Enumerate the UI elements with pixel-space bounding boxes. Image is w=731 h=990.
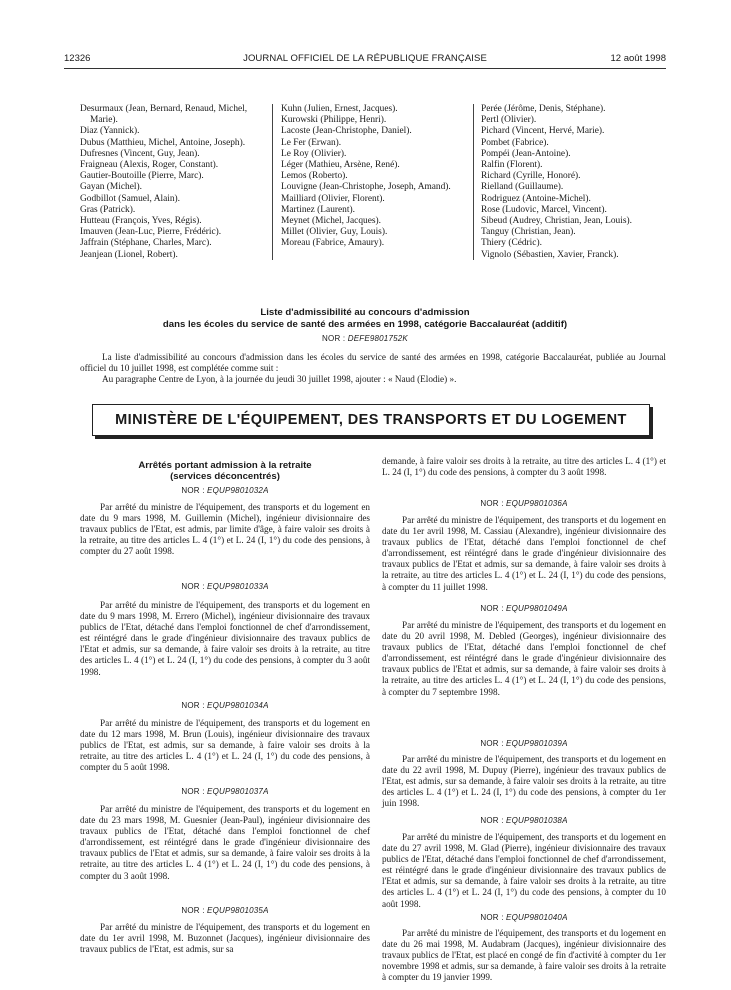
- name-entry: Vignolo (Sébastien, Xavier, Franck).: [481, 249, 619, 260]
- name-entry: Martinez (Laurent).: [281, 204, 355, 215]
- name-entry: Kurowski (Philippe, Henri).: [281, 115, 387, 126]
- name-entry: Lacoste (Jean-Christophe, Daniel).: [281, 126, 412, 137]
- arrete-text: Par arrêté du ministre de l'équipement, des transports et du logement en date du 20 avril 1998, M. Debled (Georges), ingénieur divisionnaire des travaux publics de l'Etat, détaché dans l'emploi fonctionnel de chef d'arrondissement, est réintégré dans le grade d'ingénieur divisionnaire des travaux publics de l'Etat et admis, sur sa demande, à faire valoir ses droits à la retraite, au titre des articles L. 4 (1°) et L. 24 (I, 1°) du code des pensions, à compter du 7 septembre 1998.: [382, 620, 666, 697]
- name-entry: Le Fer (Erwan).: [281, 137, 342, 148]
- arrete-text: Par arrêté du ministre de l'équipement, des transports et du logement en date du 9 mars 1998, M. Guillemin (Michel), ingénieur divisionnaire des travaux publics de l'Etat, est admis, par limite d'âge, à faire valoir ses droits à la retraite, au titre des articles L. 4 (1°) et L. 24 (I, 1°) du code des pensions, à compter du 27 août 1998.: [80, 502, 370, 557]
- name-entry: Hutteau (François, Yves, Régis).: [80, 216, 202, 227]
- arrete-nor: NOR : EQUP9801039A: [480, 739, 568, 748]
- name-entry: Mailliard (Olivier, Florent).: [281, 193, 385, 204]
- name-entry: Gras (Patrick).: [80, 204, 136, 215]
- arrete-nor: NOR : EQUP9801035A: [181, 906, 269, 915]
- nor-code: EQUP9801040A: [506, 913, 568, 922]
- name-entry: Dufresnes (Vincent, Guy, Jean).: [80, 148, 200, 159]
- arrete-text: Par arrêté du ministre de l'équipement, des transports et du logement en date du 23 mars 1998, M. Guesnier (Jean-Paul), ingénieur divisionnaire des travaux publics de l'Etat, détaché dans l'emploi fonctionnel de chef d'arrondissement, est réintégré dans le grade d'ingénieur divisionnaire des travaux publics de l'Etat et admis, sur sa demande, à faire valoir ses droits à la retraite, au titre des articles L. 4 (1°) et L. 24 (I, 1°) du code des pensions, à compter du 3 août 1998.: [80, 804, 370, 881]
- nor-code: EQUP9801039A: [506, 739, 568, 748]
- nor-code: EQUP9801033A: [207, 582, 269, 591]
- arretes-title: [80, 460, 370, 482]
- arrete-text: Par arrêté du ministre de l'équipement, des transports et du logement en date du 1er avril 1998, M. Buzonnet (Jacques), ingénieur divisionnaire des travaux publics de l'Etat, est admis, sur sa: [80, 922, 370, 955]
- header-rule: [64, 68, 666, 69]
- arrete-nor: NOR : EQUP9801037A: [181, 787, 269, 796]
- arrete-nor: NOR : EQUP9801033A: [181, 582, 269, 591]
- arrete-nor: NOR : EQUP9801036A: [480, 499, 568, 508]
- liste-title-line-2: dans les écoles du service de santé des armées en 1998, catégorie Baccalauréat (additif): [162, 319, 568, 330]
- journal-title: JOURNAL OFFICIEL DE LA RÉPUBLIQUE FRANÇAISE: [243, 53, 487, 64]
- name-entry: Millet (Olivier, Guy, Louis).: [281, 227, 388, 238]
- name-entry: Rielland (Guillaume).: [481, 182, 564, 193]
- names-column-1: [80, 104, 266, 261]
- name-entry: Pombet (Fabrice).: [481, 137, 549, 148]
- nor-code: EQUP9801034A: [207, 701, 269, 710]
- name-entry: Rose (Ludovic, Marcel, Vincent).: [481, 204, 607, 215]
- page-header: [64, 53, 666, 67]
- ministry-title: MINISTÈRE DE L'ÉQUIPEMENT, DES TRANSPORTS ET DU LOGEMENT: [115, 412, 627, 428]
- name-entry: Gayan (Michel).: [80, 182, 142, 193]
- name-entry: Imauven (Jean-Luc, Pierre, Frédéric).: [80, 227, 222, 238]
- name-entry: Meynet (Michel, Jacques).: [281, 216, 381, 227]
- arrete-text-continuation: demande, à faire valoir ses droits à la retraite, au titre des articles L. 4 (1°) et L. 24 (I, 1°) du code des pensions, à compter du 3 août 1998.: [382, 456, 666, 478]
- names-column-3: [481, 104, 666, 261]
- name-entry: Desurmaux (Jean, Bernard, Renaud, Michel, Marie).: [80, 104, 248, 126]
- name-entry: Moreau (Fabrice, Amaury).: [281, 238, 385, 249]
- name-entry: Sibeud (Audrey, Christian, Jean, Louis).: [481, 216, 632, 227]
- name-entry: Lemos (Roberto).: [281, 171, 348, 182]
- name-entry: Pichard (Vincent, Hervé, Marie).: [481, 126, 605, 137]
- liste-nor: [100, 334, 630, 343]
- arrete-text: Par arrêté du ministre de l'équipement, des transports et du logement en date du 27 avril 1998, M. Glad (Pierre), ingénieur divisionnaire des travaux publics de l'Etat, détaché dans l'emploi fonctionnel de chef d'arrondissement, est réintégré dans le grade d'ingénieur divisionnaire des travaux publics de l'Etat et admis, sur sa demande, à faire valoir ses droits à la retraite, au titre des articles L. 4 (1°) et L. 24 (I, 1°) du code des pensions, à compter du 10 août 1998.: [382, 832, 666, 909]
- name-entry: Richard (Cyrille, Honoré).: [481, 171, 581, 182]
- nor-code: EQUP9801049A: [506, 604, 568, 613]
- page-number: 12326: [64, 53, 91, 64]
- name-entry: Jaffrain (Stéphane, Charles, Marc).: [80, 238, 212, 249]
- nor-code: EQUP9801032A: [207, 486, 269, 495]
- name-entry: Pompéi (Jean-Antoine).: [481, 148, 571, 159]
- nor-code: EQUP9801036A: [506, 499, 568, 508]
- arrete-nor: NOR : EQUP9801040A: [480, 913, 568, 922]
- name-entry: Rodriguez (Antoine-Michel).: [481, 193, 591, 204]
- arrete-text: Par arrêté du ministre de l'équipement, des transports et du logement en date du 1er avril 1998, M. Cassiau (Alexandre), ingénieur divisionnaire des travaux publics de l'Etat, détaché dans l'emploi fonctionnel de chef d'arrondissement, est réintégré dans le grade d'ingénieur divisionnaire des travaux publics de l'Etat et admis, sur sa demande, à faire valoir ses droits à la retraite, au titre des articles L. 4 (1°) et L. 24 (I, 1°) du code des pensions, à compter du 11 juillet 1998.: [382, 515, 666, 592]
- arrete-nor: NOR : EQUP9801038A: [480, 816, 568, 825]
- name-entry: Gautier-Boutoille (Pierre, Marc).: [80, 171, 204, 182]
- nor-code: EQUP9801037A: [207, 787, 269, 796]
- name-entry: Léger (Mathieu, Arsène, René).: [281, 160, 400, 171]
- arretes-title-line-2: (services déconcentrés): [170, 471, 280, 482]
- name-entry: Jeanjean (Lionel, Robert).: [80, 249, 178, 260]
- nor-code: DEFE9801752K: [347, 334, 408, 343]
- arrete-nor: NOR : EQUP9801034A: [181, 701, 269, 710]
- liste-title-line-1: Liste d'admissibilité au concours d'admission: [260, 307, 470, 318]
- arretes-title-line-1: Arrêtés portant admission à la retraite: [138, 460, 312, 471]
- name-entry: Louvigne (Jean-Christophe, Joseph, Amand).: [281, 182, 451, 193]
- name-entry: Thiery (Cédric).: [481, 238, 542, 249]
- name-entry: Le Roy (Olivier).: [281, 148, 347, 159]
- name-entry: Perée (Jérôme, Denis, Stéphane).: [481, 104, 606, 114]
- liste-body: [80, 352, 666, 385]
- arrete-text: Par arrêté du ministre de l'équipement, des transports et du logement en date du 22 avril 1998, M. Dupuy (Pierre), ingénieur des travaux publics de l'Etat, est admis, sur sa demande, à faire valoir ses droits à la retraite, au titre des articles L. 4 (1°) et L. 24 (I, 1°) du code des pensions, à compter du 1er juin 1998.: [382, 754, 666, 809]
- name-entry: Dubus (Matthieu, Michel, Antoine, Joseph).: [80, 137, 246, 148]
- liste-paragraph: Au paragraphe Centre de Lyon, à la journée du jeudi 30 juillet 1998, ajouter : « Naud (Elodie) ».: [102, 374, 457, 385]
- name-entry: Kuhn (Julien, Ernest, Jacques).: [281, 104, 398, 114]
- arrete-text: Par arrêté du ministre de l'équipement, des transports et du logement en date du 9 mars 1998, M. Errero (Michel), ingénieur divisionnaire des travaux publics de l'Etat, détaché dans l'emploi fonctionnel de chef d'arrondissement, est réintégré dans le grade d'ingénieur divisionnaire des travaux publics de l'Etat et admis, sur sa demande, à faire valoir ses droits à la retraite, au titre des articles L. 4 (1°) et L. 24 (I, 1°) du code des pensions, à compter du 3 août 1998.: [80, 600, 370, 677]
- column-divider: [473, 104, 474, 260]
- arrete-text: Par arrêté du ministre de l'équipement, des transports et du logement en date du 26 mai 1998, M. Audabram (Jacques), ingénieur divisionnaire des travaux publics de l'Etat, est placé en congé de fin d'activité à compter du 1er novembre 1998 et admis, sur sa demande, à faire valoir ses droits à la retraite à compter du 19 janvier 1999.: [382, 928, 666, 983]
- name-entry: Tanguy (Christian, Jean).: [481, 227, 576, 238]
- nor-code: EQUP9801035A: [207, 906, 269, 915]
- name-entry: Godbillot (Samuel, Alain).: [80, 193, 180, 204]
- arrete-nor: NOR : EQUP9801049A: [480, 604, 568, 613]
- name-entry: Diaz (Yannick).: [80, 126, 140, 137]
- liste-paragraph: La liste d'admissibilité au concours d'admission dans les écoles du service de santé des armées en 1998, catégorie Baccalauréat, publiée au Journal officiel du 10 juillet 1998, est complétée comme suit :: [80, 352, 666, 374]
- nor-label: NOR :: [322, 334, 346, 343]
- name-entry: Fraigneau (Alexis, Roger, Constant).: [80, 160, 219, 171]
- arrete-nor: NOR : EQUP9801032A: [181, 486, 269, 495]
- column-divider: [272, 104, 273, 260]
- name-entry: Ralfin (Florent).: [481, 160, 543, 171]
- names-column-2: [281, 104, 467, 250]
- nor-code: EQUP9801038A: [506, 816, 568, 825]
- arrete-text: Par arrêté du ministre de l'équipement, des transports et du logement en date du 12 mars 1998, M. Brun (Louis), ingénieur divisionnaire des travaux publics de l'Etat, est admis, sur sa demande, à faire valoir ses droits à la retraite, au titre des articles L. 4 (1°) et L. 24 (I, 1°) du code des pensions, à compter du 5 août 1998.: [80, 718, 370, 773]
- issue-date: 12 août 1998: [610, 53, 666, 64]
- ministry-banner: [92, 404, 650, 436]
- liste-title: [100, 307, 630, 331]
- name-entry: Pertl (Olivier).: [481, 115, 537, 126]
